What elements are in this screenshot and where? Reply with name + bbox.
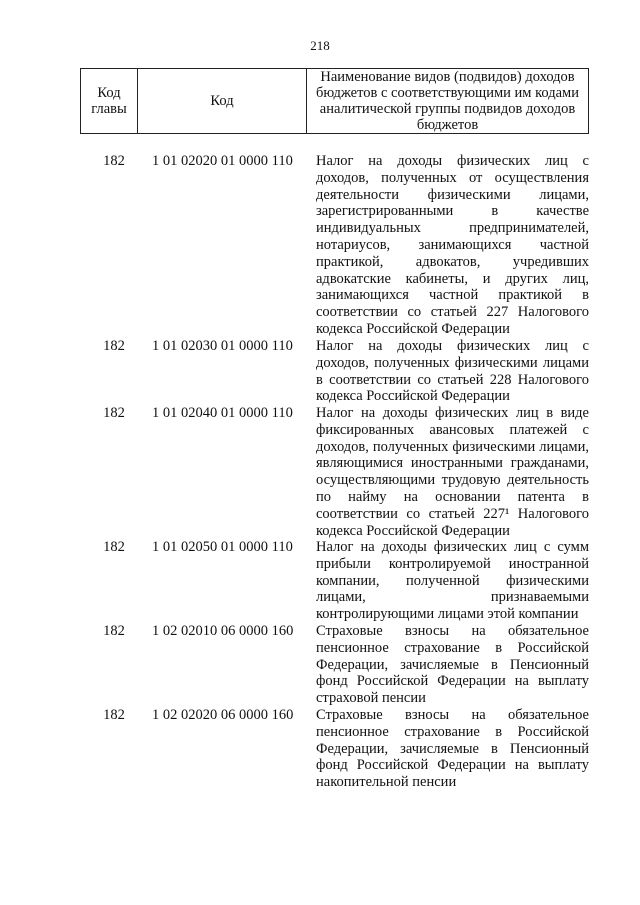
table-row xyxy=(80,338,589,405)
table-row xyxy=(80,405,589,539)
row-chapter-code: 182 xyxy=(103,153,125,169)
row-code: 1 02 02010 06 0000 160 xyxy=(152,623,294,639)
row-code: 1 01 02050 01 0000 110 xyxy=(152,539,293,555)
table-row xyxy=(80,623,589,707)
table-row xyxy=(80,707,589,791)
header-chapter-code: Код главы xyxy=(81,69,138,133)
row-chapter-code: 182 xyxy=(103,623,125,639)
row-code: 1 01 02040 01 0000 110 xyxy=(152,405,293,421)
row-chapter-code: 182 xyxy=(103,338,125,354)
row-chapter-code: 182 xyxy=(103,539,125,555)
row-code: 1 01 02020 01 0000 110 xyxy=(152,153,293,169)
row-description: Налог на доходы физических лиц с сумм прибыли контролируемой иностранной компании, полученной физическими лицами, признаваемыми контролирующими лицами этой компании xyxy=(316,539,589,623)
row-code: 1 01 02030 01 0000 110 xyxy=(152,338,293,354)
row-code: 1 02 02020 06 0000 160 xyxy=(152,707,294,723)
row-description: Страховые взносы на обязательное пенсионное страхование в Российской Федерации, зачисляемые в Пенсионный фонд Российской Федерации на выплату накопительной пенсии xyxy=(316,707,589,791)
row-chapter-code: 182 xyxy=(103,707,125,723)
table-header xyxy=(80,68,589,134)
table-body xyxy=(80,153,589,791)
row-description: Страховые взносы на обязательное пенсионное страхование в Российской Федерации, зачисляемые в Пенсионный фонд Российской Федерации на выплату страховой пенсии xyxy=(316,623,589,707)
row-chapter-code: 182 xyxy=(103,405,125,421)
header-code: Код xyxy=(138,69,307,133)
row-description: Налог на доходы физических лиц с доходов, полученных от осуществления деятельности физическими лицами, зарегистрированными в качестве индивидуальных предпринимателей, нотариусов, занимающихся частной практикой, адвокатов, учредивших адвокатские кабинеты, и других лиц, занимающихся частной практикой в соответствии со статьей 227 Налогового кодекса Российской Федерации xyxy=(316,153,589,337)
page-number: 218 xyxy=(310,38,330,53)
row-description: Налог на доходы физических лиц с доходов, полученных физическими лицами в соответствии со статьей 228 Налогового кодекса Российской Федерации xyxy=(316,338,589,405)
table-row xyxy=(80,539,589,623)
row-description: Налог на доходы физических лиц в виде фиксированных авансовых платежей с доходов, полученных физическими лицами, являющимися иностранными гражданами, осуществляющими трудовую деятельность по найму на основании патента в соответствии со статьей 227¹ Налогового кодекса Российской Федерации xyxy=(316,405,589,539)
header-name: Наименование видов (подвидов) доходов бюджетов с соответствующими им кодами аналитической группы подвидов доходов бюджетов xyxy=(316,69,579,133)
table-row xyxy=(80,153,589,338)
